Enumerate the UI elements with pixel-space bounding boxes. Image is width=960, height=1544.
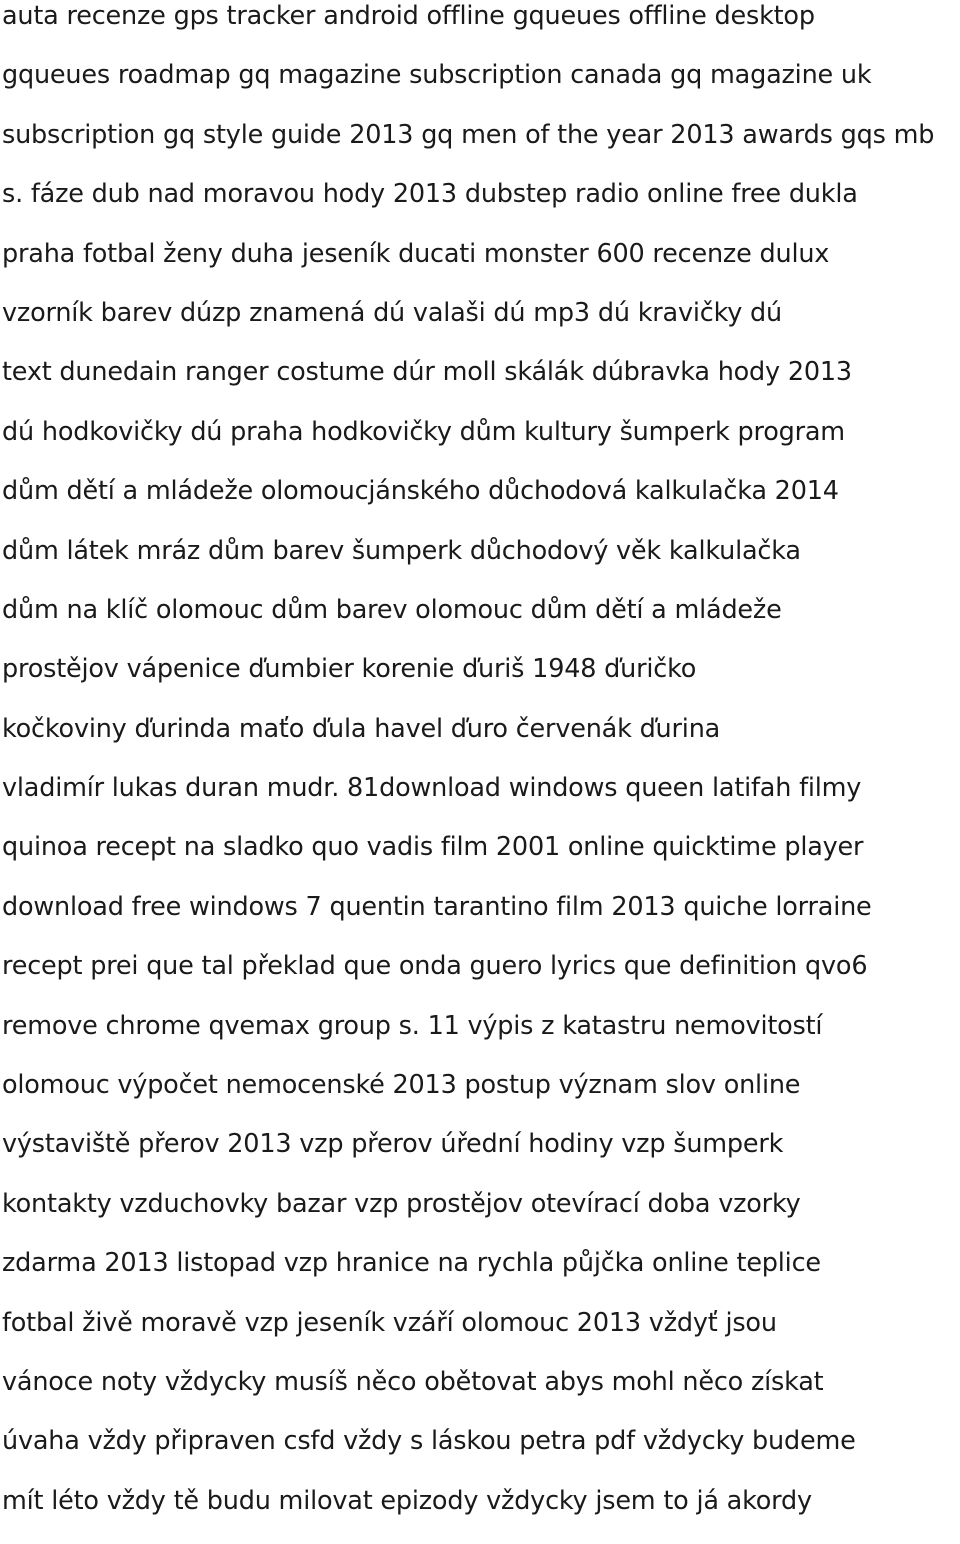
text-line: download free windows 7 quentin tarantino film 2013 quiche lorraine <box>2 891 872 922</box>
text-line: fotbal živě moravě vzp jeseník vzáří olomouc 2013 vždyť jsou <box>2 1307 777 1338</box>
text-line: auta recenze gps tracker android offline gqueues offline desktop <box>2 1 815 31</box>
text-line: dú hodkovičky dú praha hodkovičky dům kultury šumperk program <box>2 416 845 447</box>
text-line: výstaviště přerov 2013 vzp přerov úřední hodiny vzp šumperk <box>2 1129 784 1160</box>
text-line: úvaha vždy připraven csfd vždy s láskou petra pdf vždycky budeme <box>2 1426 856 1457</box>
text-line: mít léto vždy tě budu milovat epizody vždycky jsem to já akordy <box>2 1485 812 1516</box>
text-line: s. fáze dub nad moravou hody 2013 dubstep radio online free dukla <box>2 179 858 210</box>
text-line: dům látek mráz dům barev šumperk důchodový věk kalkulačka <box>2 535 801 566</box>
text-line: remove chrome qvemax group s. 11 výpis z katastru nemovitostí <box>2 1010 823 1041</box>
text-line: vladimír lukas duran mudr. 81download windows queen latifah filmy <box>2 773 862 804</box>
text-line: gqueues roadmap gq magazine subscription canada gq magazine uk <box>2 60 872 91</box>
text-line: praha fotbal ženy duha jeseník ducati monster 600 recenze dulux <box>2 238 830 269</box>
text-line: vánoce noty vždycky musíš něco obětovat abys mohl něco získat <box>2 1366 824 1397</box>
text-line: vzorník barev dúzp znamená dú valaši dú mp3 dú kravičky dú <box>2 297 782 328</box>
text-line: recept prei que tal překlad que onda guero lyrics que definition qvo6 <box>2 951 868 982</box>
text-line: subscription gq style guide 2013 gq men of the year 2013 awards gqs mb <box>2 119 935 150</box>
text-line: kontakty vzduchovky bazar vzp prostějov otevírací doba vzorky <box>2 1188 801 1219</box>
text-line: dům dětí a mládeže olomoucjánského důchodová kalkulačka 2014 <box>2 476 839 507</box>
text-line: olomouc výpočet nemocenské 2013 postup význam slov online <box>2 1070 801 1101</box>
text-line: text dunedain ranger costume dúr moll skálák dúbravka hody 2013 <box>2 357 852 388</box>
document-body <box>2 0 958 1544</box>
text-line: dům na klíč olomouc dům barev olomouc dům dětí a mládeže <box>2 594 782 625</box>
text-line: kočkoviny ďurinda maťo ďula havel ďuro červenák ďurina <box>2 713 721 744</box>
text-line: quinoa recept na sladko quo vadis film 2001 online quicktime player <box>2 832 864 863</box>
text-line: zdarma 2013 listopad vzp hranice na rychla půjčka online teplice <box>2 1248 821 1279</box>
text-line: prostějov vápenice ďumbier korenie ďuriš 1948 ďuričko <box>2 654 697 685</box>
